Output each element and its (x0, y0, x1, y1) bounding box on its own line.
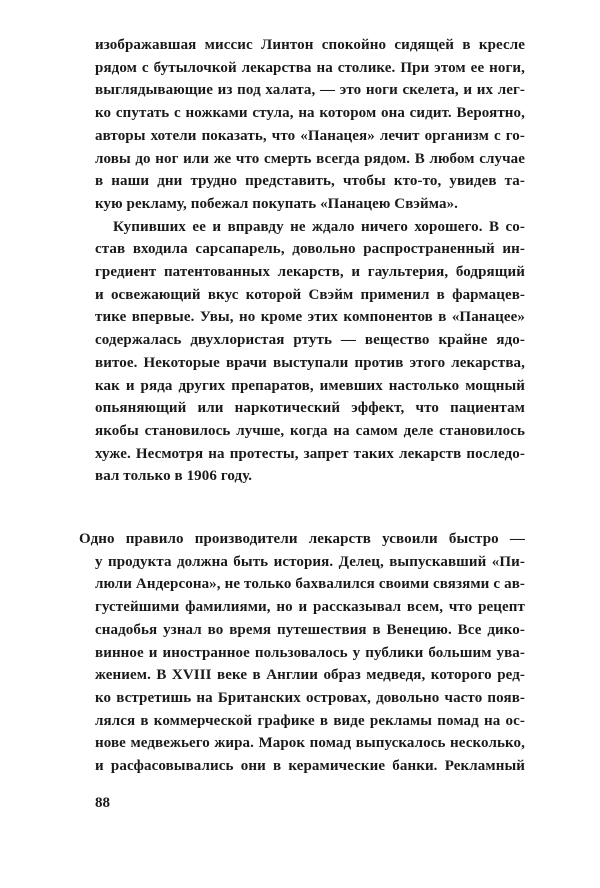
text-line: ко встретишь на Британских островах, довольно часто появ- (95, 689, 525, 706)
text-line: нове медвежьего жира. Марок помад выпускалось несколько, (95, 735, 525, 752)
page-text (79, 34, 525, 778)
text-line: витое. Некоторые врачи выступали против этого лекарства, (95, 354, 525, 371)
text-line: хуже. Несмотря на протесты, запрет таких лекарств последо- (95, 445, 525, 462)
text-line: винное и иностранное пользовалось у публики большим ува- (95, 644, 525, 661)
text-line: вал только в 1906 году. (95, 468, 253, 485)
paragraph (95, 216, 525, 488)
text-line: рядом с бутылочкой лекарства на столике. При этом ее ноги, (95, 59, 525, 76)
text-line: лялся в коммерческой графике в виде рекламы помад на ос- (95, 712, 525, 729)
text-line: и расфасовывались они в керамические банки. Рекламный (95, 758, 525, 775)
text-line: Одно правило производители лекарств усвоили быстро — (79, 531, 525, 548)
paragraph (95, 34, 525, 216)
page-number: 88 (95, 795, 110, 811)
text-line: в наши дни трудно представить, чтобы кто-то, увидев та- (95, 173, 525, 190)
text-line: авторы хотели показать, что «Панацея» лечит организм с го- (95, 127, 525, 144)
text-line: ко спутать с ножками стула, на котором она сидит. Вероятно, (95, 105, 525, 122)
text-line: густейшими фамилиями, но и рассказывал всем, что рецепт (95, 599, 525, 616)
text-line: Купивших ее и вправду не ждало ничего хорошего. В со- (113, 218, 525, 235)
text-line: опьяняющий или наркотический эффект, что пациентам (95, 400, 525, 417)
text-line: якобы становилось лучше, когда на самом деле становилось (95, 422, 525, 439)
text-line: как и ряда других препаратов, имевших настолько мощный (95, 377, 525, 394)
text-line: выглядывающие из под халата, — это ноги скелета, и их лег- (95, 82, 525, 99)
text-line: гредиент патентованных лекарств, и гаультерия, бодрящий (95, 264, 525, 281)
text-line: кую рекламу, побежал покупать «Панацею Свэйма». (95, 195, 459, 212)
text-line: снадобья узнал во время путешествия в Венецию. Все дико- (95, 621, 525, 638)
text-line: став входила сарсапарель, довольно распространенный ин- (95, 241, 525, 258)
text-line: и освежающий вкус которой Свэйм применил в фармацев- (95, 286, 525, 303)
text-line: у продукта должна быть история. Делец, выпускавший «Пи- (95, 553, 525, 570)
text-line: ловы до ног или же что смерть всегда рядом. В любом случае (95, 150, 525, 167)
text-line: люли Андерсона», не только бахвалился своими связями с ав- (95, 576, 525, 593)
text-line: тике впервые. Увы, но кроме этих компонентов в «Панацее» (95, 309, 525, 326)
text-line: жением. В XVIII веке в Англии образ медведя, которого ред- (95, 667, 525, 684)
text-line: изображавшая миссис Линтон спокойно сидящей в кресле (95, 37, 525, 53)
text-line: содержалась двухлористая ртуть — вещество крайне ядо- (95, 332, 525, 349)
paragraph (79, 528, 525, 778)
